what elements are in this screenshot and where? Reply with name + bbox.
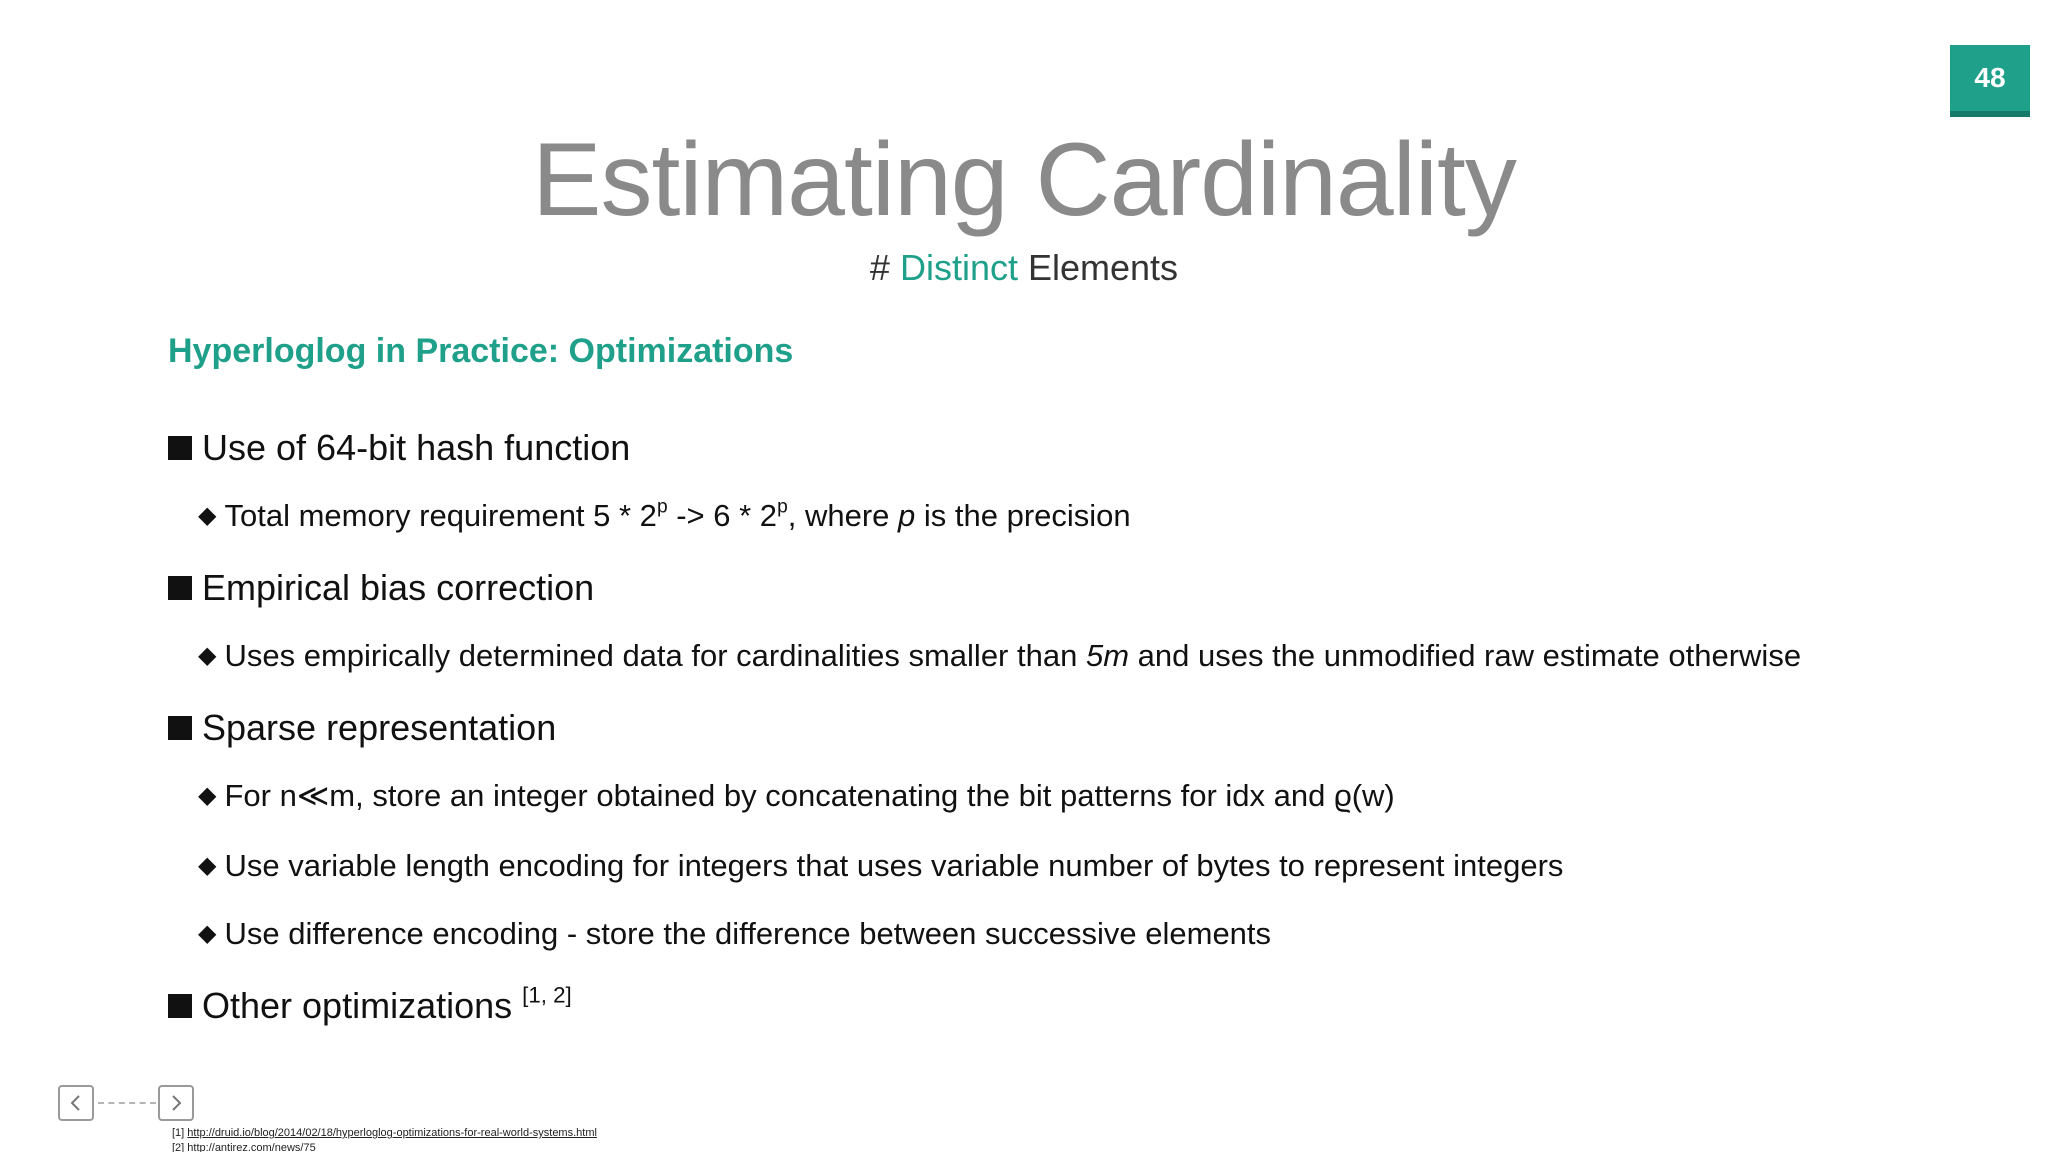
square-bullet-icon	[168, 716, 192, 740]
bullet-1	[168, 427, 631, 468]
square-bullet-icon	[168, 576, 192, 600]
bullet-3-sub-3	[198, 918, 1271, 949]
bullet-3-sub-1	[198, 780, 1395, 811]
text-fragment: Uses empirically determined data for cardinalities smaller than	[224, 638, 1086, 673]
citation-superscript: [1, 2]	[522, 982, 572, 1008]
slide-navigation	[58, 1085, 198, 1121]
reference-2	[172, 1141, 597, 1152]
italic-fragment: p	[898, 498, 916, 533]
bullet-3	[168, 707, 557, 748]
bullet-2	[168, 567, 595, 608]
reference-1-link[interactable]: http://druid.io/blog/2014/02/18/hyperloglog-optimizations-for-real-world-systems.html	[187, 1127, 597, 1139]
bullet-2-sub-1	[198, 640, 1801, 671]
superscript: p	[777, 496, 788, 518]
bullet-1-text: Use of 64-bit hash function	[202, 427, 631, 468]
section-heading: Hyperloglog in Practice: Optimizations	[168, 332, 794, 370]
chevron-left-icon	[68, 1093, 84, 1113]
chevron-right-icon	[168, 1093, 184, 1113]
slide-title: Estimating Cardinality	[532, 122, 1516, 238]
text-fragment: , where	[787, 498, 899, 533]
italic-fragment: 5m	[1085, 638, 1130, 673]
subtitle-suffix: Elements	[1017, 247, 1179, 288]
previous-slide-button[interactable]	[58, 1085, 94, 1121]
subtitle-prefix: #	[869, 247, 900, 288]
bullet-3-sub-1-text: For n≪m, store an integer obtained by concatenating the bit patterns for idx and ϱ(w)	[224, 778, 1395, 813]
bullet-3-sub-2	[198, 850, 1563, 881]
diamond-bullet-icon: ◆	[198, 919, 217, 947]
reference-1	[172, 1126, 597, 1141]
diamond-bullet-icon: ◆	[198, 641, 217, 669]
bullet-2-text: Empirical bias correction	[202, 567, 595, 608]
bullet-3-sub-3-text: Use difference encoding - store the difference between successive elements	[224, 916, 1272, 951]
bullet-4	[168, 982, 572, 1026]
text-fragment: is the precision	[915, 498, 1131, 533]
text-fragment: Total memory requirement 5 * 2	[224, 498, 657, 533]
superscript: p	[656, 496, 668, 518]
bullet-1-sub-1	[198, 496, 1131, 533]
diamond-bullet-icon: ◆	[198, 851, 217, 879]
navigation-dashed-line	[98, 1102, 156, 1104]
page-number: 48	[1974, 62, 2006, 93]
diamond-bullet-icon: ◆	[198, 501, 217, 529]
page-number-badge	[1950, 45, 2030, 117]
slide-subtitle	[0, 247, 2048, 288]
square-bullet-icon	[168, 436, 192, 460]
text-fragment: -> 6 * 2	[667, 498, 778, 533]
reference-label: [2]	[172, 1142, 188, 1152]
square-bullet-icon	[168, 994, 192, 1018]
next-slide-button[interactable]	[158, 1085, 194, 1121]
bullet-3-text: Sparse representation	[202, 707, 557, 748]
bullet-3-sub-2-text: Use variable length encoding for integers that uses variable number of bytes to represent integers	[224, 848, 1564, 883]
bullet-4-text	[202, 982, 572, 1026]
references	[172, 1126, 597, 1152]
text-fragment: Other optimizations	[202, 985, 523, 1026]
text-fragment: and uses the unmodified raw estimate otherwise	[1129, 638, 1802, 673]
reference-2-link[interactable]: http://antirez.com/news/75	[187, 1142, 316, 1152]
reference-label: [1]	[172, 1127, 188, 1139]
bullet-1-sub-1-text	[224, 496, 1131, 533]
bullet-2-sub-1-text	[224, 640, 1801, 671]
subtitle-accent: Distinct	[899, 247, 1018, 288]
diamond-bullet-icon: ◆	[198, 781, 217, 809]
